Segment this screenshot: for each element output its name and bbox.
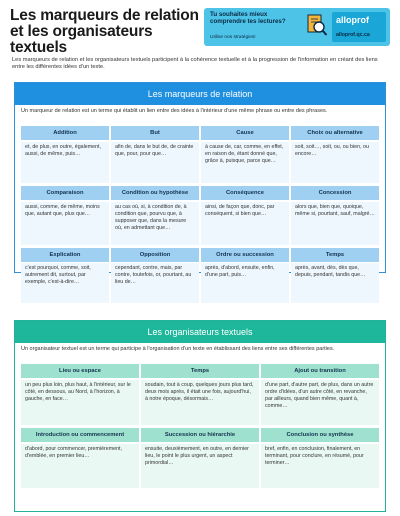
brand-name: alloprof <box>336 15 369 25</box>
organisateur-text-introduction: d'abord, pour commencer, premièrement, d'emblée, en premier lieu… <box>21 444 139 488</box>
marqueur-text-but: afin de, dans le but de, de crainte que, pour, pour que… <box>111 142 199 183</box>
marqueur-heading-concession: Concession <box>291 186 379 200</box>
marqueur-text-choix: soit, soit…, soit, ou, ou bien, ou encore… <box>291 142 379 183</box>
marqueur-text-cause: à cause de, car, comme, en effet, en raison de, étant donné que, grâce à, puisque, parce que… <box>201 142 289 183</box>
organisateurs-title: Les organisateurs textuels <box>15 321 385 343</box>
page-header <box>10 7 390 56</box>
organisateur-heading-ajout: Ajout ou transition <box>261 364 379 378</box>
organisateur-heading-succession: Succession ou hiérarchie <box>141 428 259 442</box>
magnifier-book-icon <box>306 12 328 38</box>
organisateur-heading-temps: Temps <box>141 364 259 378</box>
marqueur-heading-addition: Addition <box>21 126 109 140</box>
organisateurs-section <box>14 320 386 512</box>
marqueur-heading-consequence: Conséquence <box>201 186 289 200</box>
marqueur-heading-opposition: Opposition <box>111 248 199 262</box>
marqueur-heading-choix: Choix ou alternative <box>291 126 379 140</box>
marqueurs-definition: Un marqueur de relation est un terme qui établit un lien entre des idées à l'intérieur d'une même phrase ou entre des phrases. <box>21 108 328 114</box>
marqueur-heading-but: But <box>111 126 199 140</box>
promo-subtext: Utilise nos stratégies! <box>210 35 256 40</box>
marqueur-text-explication: c'est pourquoi, comme, soit, autrement dit, surtout, par exemple, c'est-à-dire… <box>21 263 109 303</box>
page-title <box>10 8 200 56</box>
marqueur-heading-ordre: Ordre ou succession <box>201 248 289 262</box>
marqueur-heading-temps: Temps <box>291 248 379 262</box>
marqueurs-title: Les marqueurs de relation <box>15 83 385 105</box>
marqueur-heading-condition: Condition ou hypothèse <box>111 186 199 200</box>
promo-line-2: comprendre tes lectures? <box>210 18 286 26</box>
organisateur-text-conclusion: bref, enfin, en conclusion, finalement, en terminant, pour conclure, en résumé, pour terminer… <box>261 444 379 488</box>
brand-url[interactable]: alloprof.qc.ca <box>336 32 370 38</box>
organisateurs-definition: Un organisateur textuel est un terme qui participe à l'organisation d'un texte en établissant des liens entre ses différentes parties. <box>21 346 335 352</box>
organisateur-text-succession: ensuite, deuxièmement, en outre, en dernier lieu, le point le plus urgent, un aspect primordial… <box>141 444 259 488</box>
strategies-promo-banner[interactable] <box>204 8 390 46</box>
organisateur-text-ajout: d'une part, d'autre part, de plus, dans un autre ordre d'idées, d'un autre côté, en revanche, par ailleurs, quand bien même, quant à, comme… <box>261 380 379 425</box>
marqueur-heading-comparaison: Comparaison <box>21 186 109 200</box>
marqueur-text-condition: au cas où, si, à condition de, à condition que, pourvu que, à supposer que, dans la mesure où, en admettant que… <box>111 202 199 245</box>
page-title-line-1: Les marqueurs de relation <box>10 7 199 24</box>
marqueur-text-consequence: ainsi, de façon que, donc, par conséquent, si bien que… <box>201 202 289 245</box>
organisateur-text-lieu: un peu plus loin, plus haut, à l'intérieur, sur le côté, en dessous, au Nord, à l'horizon, à gauche, en face… <box>21 380 139 425</box>
marqueur-text-ordre: après, d'abord, ensuite, enfin, d'une part, puis… <box>201 263 289 303</box>
organisateur-heading-conclusion: Conclusion ou synthèse <box>261 428 379 442</box>
marqueur-text-concession: alors que, bien que, quoique, même si, pourtant, sauf, malgré… <box>291 202 379 245</box>
organisateur-heading-introduction: Introduction ou commencement <box>21 428 139 442</box>
organisateur-text-temps: soudain, tout à coup, quelques jours plus tard, deux mois après, il était une fois, aujourd'hui, à notre époque, désormais… <box>141 380 259 425</box>
marqueur-text-opposition: cependant, contre, mais, par contre, toutefois, or, pourtant, au lieu de… <box>111 263 199 303</box>
marqueurs-section <box>14 82 386 273</box>
promo-line-1: Tu souhaites mieux <box>210 11 268 18</box>
organisateur-heading-lieu: Lieu ou espace <box>21 364 139 378</box>
page-title-line-2: et les organisateurs textuels <box>10 23 153 56</box>
promo-text <box>210 11 304 26</box>
marqueur-text-temps: après, avant, dès, dès que, depuis, pendant, tandis que… <box>291 263 379 303</box>
alloprof-logo[interactable] <box>332 12 386 42</box>
marqueur-heading-explication: Explication <box>21 248 109 262</box>
marqueur-text-comparaison: aussi, comme, de même, moins que, autant que, plus que… <box>21 202 109 245</box>
marqueur-heading-cause: Cause <box>201 126 289 140</box>
intro-paragraph: Les marqueurs de relation et les organisateurs textuels participent à la cohérence textuelle et à la progression de l'information en créant des liens entre les différentes idées d'un texte. <box>12 57 378 71</box>
marqueur-text-addition: et, de plus, en outre, également, aussi, de même, puis… <box>21 142 109 183</box>
